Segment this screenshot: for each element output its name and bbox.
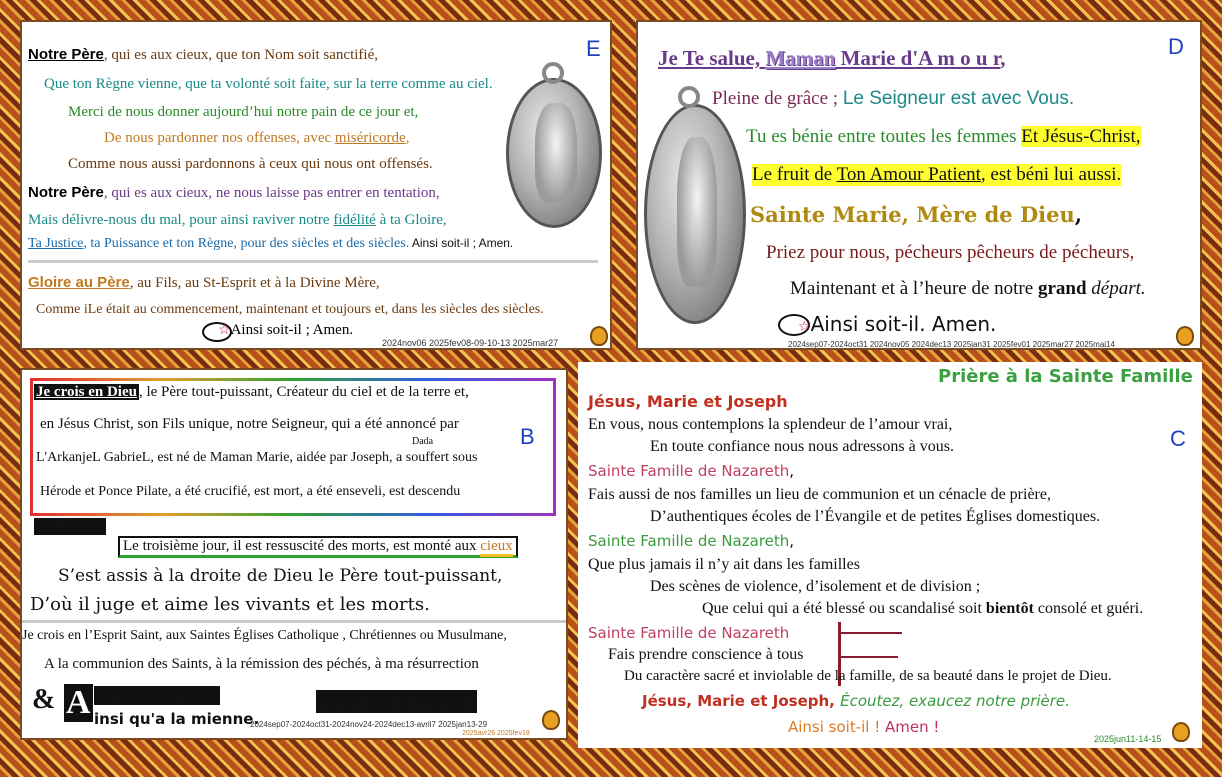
annotation: Dada [412, 436, 434, 447]
prayer-line: Sainte Famille de Nazareth [588, 624, 790, 642]
prayer-line: Sainte Famille de Nazareth, [588, 532, 795, 550]
prayer-line: Fais prendre conscience à tous [608, 646, 804, 663]
prayer-line: A la communion des Saints, à la rémission des péchés, à ma résurrection [44, 656, 479, 672]
prayer-line: Ta Justice, ta Puissance et ton Règne, pour des siècles et des siècles. Ainsi soit-il ; Amen. [28, 236, 514, 251]
prayer-line: Le troisième jour, il est ressuscité des morts, est monté aux cieux [118, 536, 518, 558]
prayer-line: Jésus, Marie et Joseph, Écoutez, exaucez notre prière. [642, 692, 1070, 710]
panel-letter: D [1168, 34, 1184, 59]
dates-stamp: 2024sep07-2024oct31 2024nov05 2024dec13 2025jan31 2025fev01 2025mar27 2025mai14 [788, 340, 1115, 349]
family-tree-branch [838, 632, 902, 634]
prayer-line: D’authentiques écoles de l’Évangile et de petites Églises domestiques. [650, 508, 1101, 525]
star-icon: ☆ [798, 319, 811, 335]
prayer-line: Merci de nous donner aujourd’hui notre pain de ce jour et, [68, 104, 419, 120]
panel-sainte-famille [578, 362, 1202, 748]
dates-stamp: 2025jun11-14-15 [1094, 734, 1162, 744]
ladybug-icon [1176, 326, 1194, 346]
star-icon: ☆ [218, 323, 231, 338]
prayer-line: Maintenant et à l’heure de notre grand départ. [790, 278, 1146, 299]
prayer-line: Notre Père, qui es aux cieux, ne nous laisse pas entrer en tentation, [28, 184, 440, 201]
ladybug-icon [1172, 722, 1190, 742]
panel-je-te-salue [636, 20, 1202, 350]
prayer-line: Que celui qui a été blessé ou scandalisé soit bientôt consolé et guéri. [702, 600, 1144, 617]
dropcap-a: A [66, 684, 91, 721]
prayer-line: Fais aussi de nos familles un lieu de communion et un cénacle de prière, [588, 486, 1051, 503]
amen-line: Ainsi soit-il. Amen. [316, 690, 477, 713]
panel-title: Prière à la Sainte Famille [938, 366, 1193, 387]
miraculous-medal-icon [644, 104, 746, 324]
dates-stamp: 2025avr26 2025fev18 [462, 730, 530, 737]
prayer-line: Je crois en l’Esprit Saint, aux Saintes Églises Catholique , Chrétiennes ou Musulmane, [22, 628, 507, 643]
panel-notre-pere [20, 20, 612, 350]
prayer-line: Jésus, Marie et Joseph [588, 392, 788, 411]
prayer-line: Notre Père, qui es aux cieux, que ton Nom soit sanctifié, [28, 46, 378, 63]
prayer-line: Pleine de grâce ; Le Seigneur est avec Vous. [712, 88, 1075, 109]
prayer-line: Tu es bénie entre toutes les femmes Et Jésus-Christ, [746, 126, 1141, 147]
panel-letter: B [520, 424, 535, 449]
prayer-line: De nous pardonner nos offenses, avec miséricorde, [104, 130, 410, 146]
panel-je-crois-en-dieu [20, 368, 568, 740]
medal-bail-icon [542, 62, 564, 84]
prayer-line: Gloire au Père, au Fils, au St-Esprit et à la Divine Mère, [28, 274, 380, 291]
dates-stamp: 2024nov06 2025fev08-09-10-13 2025mar27 [382, 338, 559, 348]
prayer-line: Je crois en Dieu , le Père tout-puissant, Créateur du ciel et de la terre et, [36, 384, 469, 400]
prayer-line: Le fruit de Ton Amour Patient, est béni lui aussi. [752, 164, 1122, 185]
ladybug-icon [542, 710, 560, 730]
prayer-line: en Jésus Christ, son Fils unique, notre Seigneur, qui a été annoncé par [40, 416, 459, 432]
divider [28, 260, 598, 263]
prayer-line: Que ton Règne vienne, que ta volonté soit faite, sur la terre comme au ciel. [44, 76, 493, 92]
prayer-line: Sainte Famille de Nazareth, [588, 462, 795, 480]
prayer-line: S’est assis à la droite de Dieu le Père tout-puissant, [58, 566, 503, 586]
prayer-line: la Vie éternelle [94, 686, 220, 705]
prayer-line: Je Te salue, Maman Marie d'A m o u r, [658, 46, 1006, 70]
prayer-line: En vous, nous contemplons la splendeur de l’amour vrai, [588, 416, 953, 433]
amen-line: ☆Ainsi soit-il. Amen. [798, 312, 997, 336]
prayer-line: Hérode et Ponce Pilate, a été crucifié, est mort, a été enseveli, est descendu [40, 484, 461, 499]
ladybug-icon [590, 326, 608, 346]
prayer-line: Comme nous aussi pardonnons à ceux qui nous ont offensés. [68, 156, 433, 172]
prayer-line: Comme iLe était au commencement, maintenant et toujours et, dans les siècles des siècles. [36, 302, 544, 317]
prayer-line: Priez pour nous, pécheurs pêcheurs de pécheurs, [766, 242, 1135, 263]
medal-bail-icon [678, 86, 700, 108]
prayer-line: En toute confiance nous nous adressons à vous. [650, 438, 954, 455]
divine-mercy-medal-icon [506, 78, 602, 228]
dates-stamp: 2024sep07-2024oct31-2024nov24-2024dec13-avril7 2025jan13-29 [250, 720, 488, 729]
panel-letter: C [1170, 426, 1186, 451]
prayer-line: Du caractère sacré et inviolable de la famille, de sa beauté dans le projet de Dieu. [624, 668, 1112, 684]
prayer-line: Des scènes de violence, d’isolement et de division ; [650, 578, 981, 595]
prayer-line: Mais délivre-nous du mal, pour ainsi raviver notre fidélité à ta Gloire, [28, 212, 447, 228]
prayer-line: D’où il juge et aime les vivants et les morts. [30, 594, 430, 615]
prayer-line: aux enfers. [34, 518, 106, 535]
ampersand-glyph: & [32, 684, 56, 715]
amen-line: Ainsi soit-il ! Amen ! [788, 718, 940, 736]
prayer-line: insi qu'a la mienne. [94, 710, 260, 728]
amen-line: ☆Ainsi soit-il ; Amen. [218, 322, 354, 338]
prayer-line: L'ArkanjeL GabrieL, est né de Maman Marie, aidée par Joseph, a souffert sous [36, 450, 478, 465]
prayer-line: Que plus jamais il n’y ait dans les familles [588, 556, 860, 573]
panel-letter: E [586, 36, 601, 61]
divider [22, 620, 568, 623]
family-tree-branch [838, 656, 898, 658]
prayer-line: Sainte Marie, Mère de Dieu, [750, 202, 1083, 227]
